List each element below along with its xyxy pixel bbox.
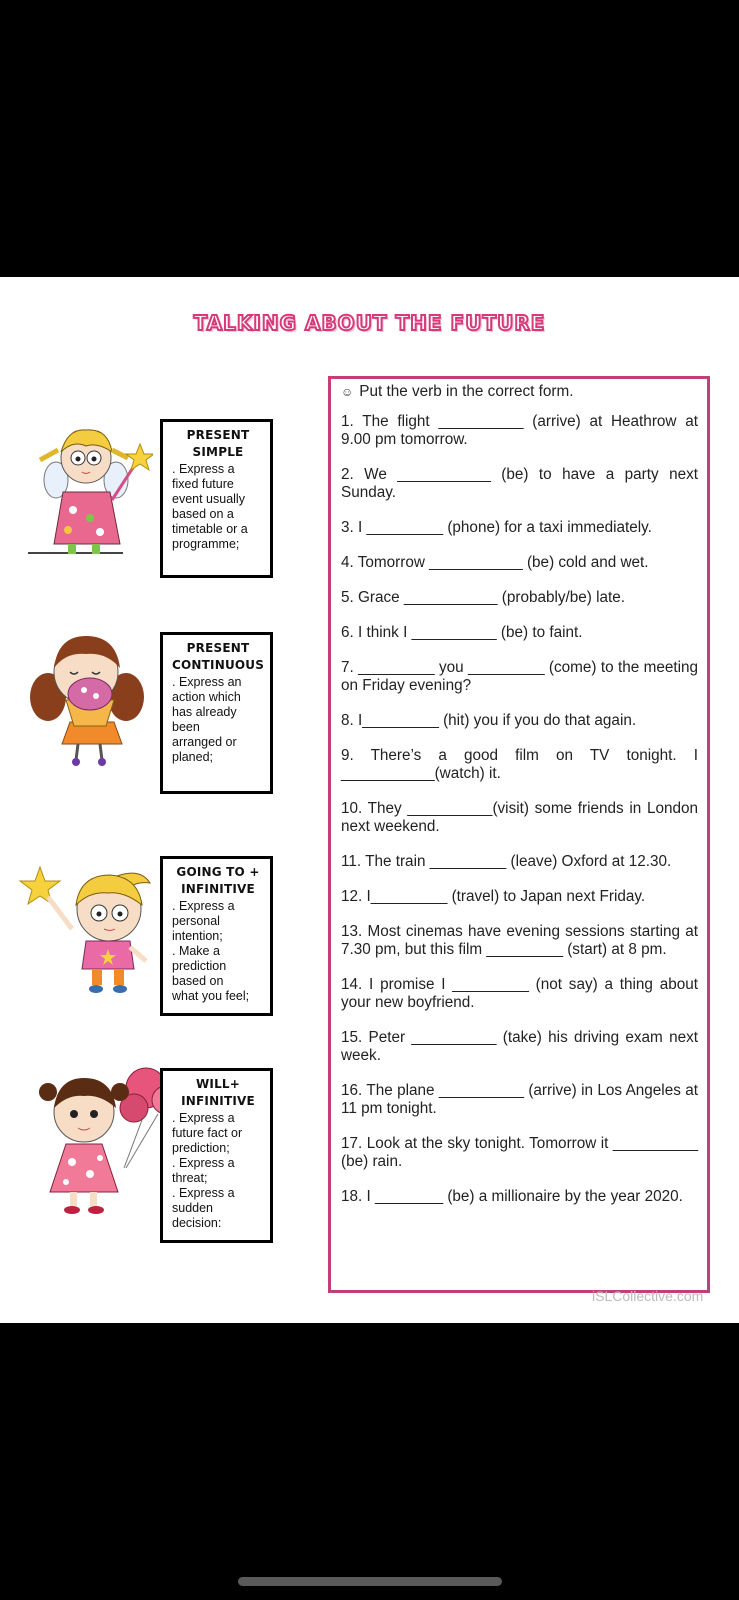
exercise-item: 5. Grace ___________ (probably/be) late. [341, 589, 626, 606]
exercise-item: 7. _________ you _________ (come) to the meeting on Friday evening? [341, 659, 698, 694]
watermark-footer: iSLCollective.com [592, 1288, 704, 1304]
tense-heading: GOING TO + INFINITIVE [176, 865, 260, 896]
exercise-item: 18. I ________ (be) a millionaire by the year 2020. [341, 1188, 683, 1205]
tense-box-going-to: GOING TO + INFINITIVE . Express a personal intention; . Make a prediction based on what you feel; [160, 856, 273, 1016]
star-girl-illustration [14, 857, 159, 997]
worksheet-page [0, 277, 739, 1323]
exercise-item: 16. The plane __________ (arrive) in Los Angeles at 11 pm tonight. [341, 1082, 698, 1117]
exercise-item: 12. I_________ (travel) to Japan next Friday. [341, 888, 646, 905]
fairy-girl-illustration [28, 422, 153, 562]
exercise-item: 6. I think I __________ (be) to faint. [341, 624, 583, 641]
exercise-item: 15. Peter __________ (take) his driving exam next week. [341, 1029, 698, 1064]
exercise-item: 9. There’s a good film on TV tonight. I ___________(watch) it. [341, 747, 698, 782]
exercise-item: 14. I promise I _________ (not say) a thing about your new boyfriend. [341, 976, 698, 1011]
exercise-item: 2. We ___________ (be) to have a party next Sunday. [341, 466, 698, 501]
tense-heading: PRESENT SIMPLE [186, 428, 250, 459]
exercise-item: 3. I _________ (phone) for a taxi immediately. [341, 519, 652, 536]
smiley-icon: ☺ [341, 385, 354, 399]
exercise-item: 13. Most cinemas have evening sessions starting at 7.30 pm, but this film _________ (start) at 8 pm. [341, 923, 698, 958]
exercise-item: 11. The train _________ (leave) Oxford at 12.30. [341, 853, 672, 870]
tense-heading: PRESENT CONTINUOUS [172, 641, 265, 672]
exercise-item: 17. Look at the sky tonight. Tomorrow it __________ (be) rain. [341, 1135, 698, 1170]
exercise-item: 4. Tomorrow ___________ (be) cold and wet. [341, 554, 649, 571]
tense-box-will: WILL+ INFINITIVE . Express a future fact or prediction; . Express a threat; . Express a sudden decision: [160, 1068, 273, 1243]
cupcake-girl-illustration [26, 622, 151, 767]
home-indicator[interactable] [238, 1577, 502, 1586]
tense-box-present-simple: PRESENT SIMPLE . Express a fixed future event usually based on a timetable or a programme; [160, 419, 273, 578]
tense-box-present-continuous: PRESENT CONTINUOUS . Express an action which has already been arranged or planed; [160, 632, 273, 794]
tense-heading: WILL+ INFINITIVE [181, 1077, 255, 1108]
worksheet-title: TALKING ABOUT THE FUTURE [193, 311, 546, 335]
exercise-item: 1. The flight __________ (arrive) at Heathrow at 9.00 pm tomorrow. [341, 413, 698, 448]
exercise-item: 8. I_________ (hit) you if you do that again. [341, 712, 637, 729]
exercise-instruction: ☺ Put the verb in the correct form. [341, 383, 574, 400]
exercise-panel [328, 376, 710, 1293]
exercise-item: 10. They __________(visit) some friends in London next weekend. [341, 800, 698, 835]
